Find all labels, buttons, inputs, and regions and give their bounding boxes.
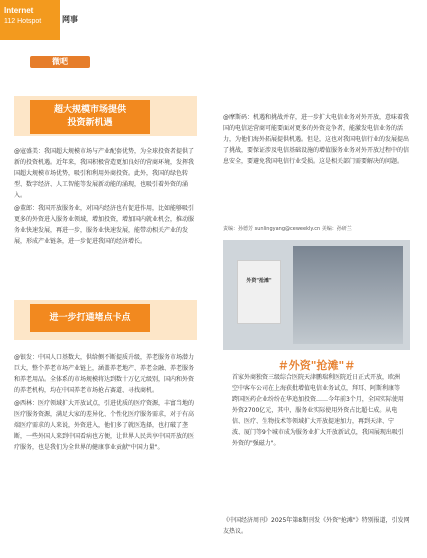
- right-column-paragraph: @摩斯码：机遇和挑战并存，进一步扩大电信业务对外开放，意味着我国的电信运营商可能要面对更多的外资竞争者，能激发电信业务的活力，为他们海外拓展提供机遇。但是，这也对我国电信行业的发展提出了挑战，要保证涉及电信基础设施的增值服务业务对外开放过程中的信息安全，要避免我国电信行业受损。这是相关部门需要解决的问题。: [223, 114, 410, 165]
- header-tag: 网事: [62, 15, 78, 24]
- weibo-label: 微吧: [30, 56, 90, 68]
- building-image: [293, 246, 403, 344]
- box-title: ＃外资"抢滩"＃: [277, 359, 356, 372]
- box-footer: 《中国经济周刊》2025年第8期刊发《外资"抢滩"》特别报道，引发网友热议。: [223, 517, 410, 535]
- author-line: 责编：孙德芳 sunlingyang@ceweekly.cn 美编：孙研兰: [223, 226, 352, 232]
- photo-caption: 外资"抢滩": [246, 278, 272, 284]
- magazine-photo: [223, 240, 410, 350]
- header-line1: Internet: [4, 6, 34, 15]
- section1-title: 超大规模市场提供 投资新机遇: [30, 100, 150, 134]
- section1-para-1: @寇盛美：我国超大规模市场与产业配套优势，为全球投资者提供了新的投资机遇。近年来，我国积极营造更加良好的营商环境，发挥我国超大规模市场优势，吸引和利用外商投资。此外，我国的绿色转型、数字经济、人工智能等发展新动能的涌现，也吸引着外资的涌入。: [14, 148, 195, 199]
- box-para-1: 首家外商独资三级综合医院天津鹏瑞利医院近日正式开放，欧洲空中客车公司在上海获批增值电信业务试点，拜耳、阿斯利康等跨国医药企业纷纷在华追加投资……今年前3个月，全国实际使用外资2700亿元，其中，服务业实际使用外资占比超七成。从电信、医疗、生物技术等领域扩大开放提速加力，再到天津、宁波、厦门等9个城市成为服务业扩大开放新试点，我国展现出吸引外资的"强磁力"。: [232, 374, 404, 447]
- magazine-cover: [237, 260, 281, 324]
- section2-body: [14, 352, 197, 453]
- section2-para-2: @西林：医疗领域扩大开放试点，引进优质的医疗资源，丰富当地的医疗服务资源，满足大家的差异化、个性化医疗服务需求，对于有高端医疗需求的人来说，外资进入，他们多了就医选择，也打破了垄断，一些外国人来到中国看病也方便，让世界人民共享中国开放的医疗服务，也是我们为全世界的健康事业贡献"中国力量"。: [14, 400, 195, 451]
- section2-title: 进一步打通堵点卡点: [30, 304, 150, 332]
- section1-body: [14, 146, 197, 247]
- section2-para-1: @银发：中国人口基数大，供给侧不断提质升级，养老服务市场潜力巨大，整个养老市场产业链上，涵盖养老地产、养老金融、养老服务和养老用品。全体系的市场规模将达到数十万亿元级别，国内和外资的养老机构，均在中国养老市场抢占赛道、寻找商机。: [14, 354, 195, 394]
- box-body: [232, 372, 405, 449]
- section1-para-2: @董郎：我国开放服务业，对国内经济也有促进作用，比如能够吸引更多的外资进入服务业领域，增加投资，增加国内就业机会，推动服务业快速发展，再进一步，服务业快速发展，能带动相关产业的发展，形成产业链条，进一步促进我国的经济增长。: [14, 205, 195, 245]
- header-line2: 112 Hotspot: [4, 18, 42, 25]
- header-block: [0, 0, 60, 40]
